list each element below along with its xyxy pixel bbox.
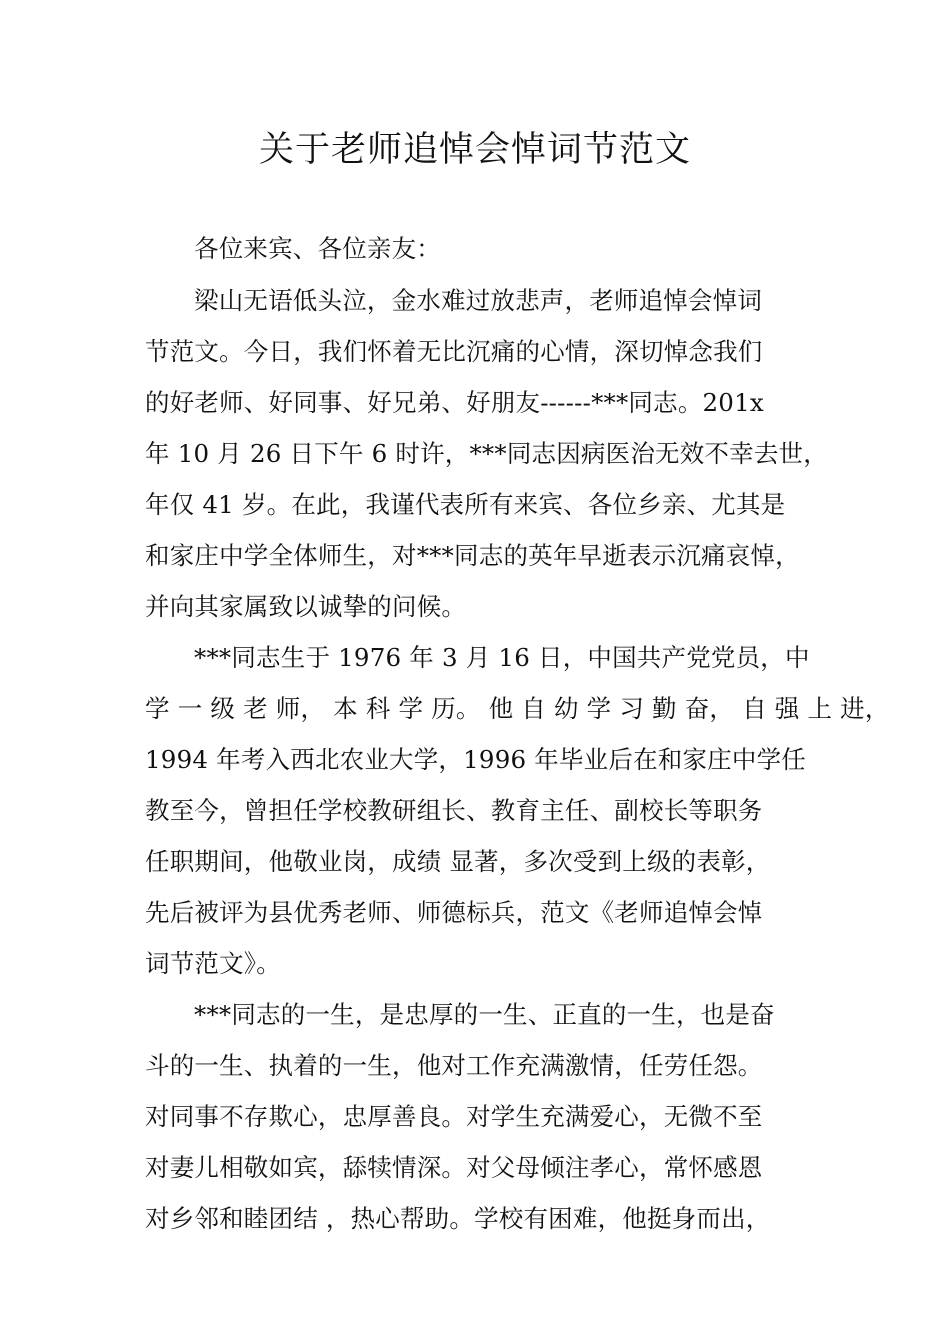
salutation: 各位来宾、各位亲友： bbox=[194, 234, 441, 263]
paragraph-2-line-5: 任职期间，他敬业岗，成绩 显著，多次受到上级的表彰， bbox=[145, 847, 771, 876]
paragraph-3-line-4: 对妻儿相敬如宾，舔犊情深。对父母倾注孝心，常怀感恩 bbox=[145, 1153, 763, 1182]
paragraph-2-line-4: 教至今，曾担任学校教研组长、教育主任、副校长等职务 bbox=[145, 796, 763, 825]
paragraph-1-line-5: 年仅 41 岁。在此，我谨代表所有来宾、各位乡亲、尤其是 bbox=[145, 490, 786, 519]
paragraph-2-line-6: 先后被评为县优秀老师、师德标兵，范文《老师追悼会悼 bbox=[145, 898, 763, 927]
document-title: 关于老师追悼会悼词节范文 bbox=[258, 130, 691, 170]
paragraph-2-line-1: ***同志生于 1976 年 3 月 16 日，中国共产党党员，中 bbox=[194, 643, 810, 672]
paragraph-1-line-4: 年 10 月 26 日下午 6 时许，***同志因病医治无效不幸去世， bbox=[145, 439, 828, 468]
paragraph-1-line-6: 和家庄中学全体师生，对***同志的英年早逝表示沉痛哀悼， bbox=[145, 541, 800, 570]
paragraph-3-line-2: 斗的一生、执着的一生，他对工作充满激情，任劳任怨。 bbox=[145, 1051, 763, 1080]
paragraph-3-line-5: 对乡邻和睦团结 ，热心帮助。学校有困难，他挺身而出， bbox=[145, 1204, 771, 1233]
paragraph-1-line-2: 节范文。今日，我们怀着无比沉痛的心情，深切悼念我们 bbox=[145, 337, 763, 366]
paragraph-1-line-7: 并向其家属致以诚挚的问候。 bbox=[145, 592, 467, 621]
paragraph-3-line-3: 对同事不存欺心，忠厚善良。对学生充满爱心，无微不至 bbox=[145, 1102, 763, 1131]
paragraph-1-line-1: 梁山无语低头泣，金水难过放悲声，老师追悼会悼词 bbox=[194, 286, 763, 315]
paragraph-2-line-3: 1994 年考入西北农业大学，1996 年毕业后在和家庄中学任 bbox=[145, 745, 806, 774]
paragraph-1-line-3: 的好老师、好同事、好兄弟、好朋友------***同志。201x bbox=[145, 388, 764, 417]
paragraph-2-line-2: 学 一 级 老 师， 本 科 学 历。 他 自 幼 学 习 勤 奋， 自 强 上 进， bbox=[145, 694, 890, 723]
paragraph-3-line-1: ***同志的一生，是忠厚的一生、正直的一生，也是奋 bbox=[194, 1000, 775, 1029]
paragraph-2-line-7: 词节范文》。 bbox=[145, 949, 281, 978]
